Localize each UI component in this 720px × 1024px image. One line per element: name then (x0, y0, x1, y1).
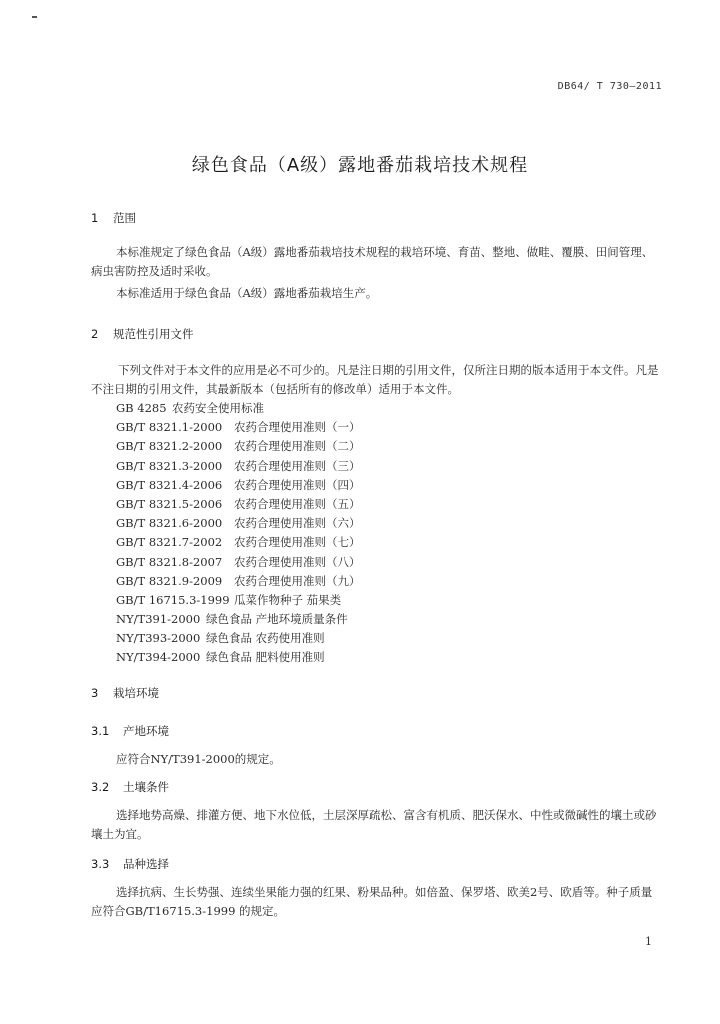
scan-mark (32, 16, 37, 18)
reference-item (116, 572, 361, 591)
reference-code: GB/T 8321.8-2007 (116, 554, 223, 569)
section-1-heading (91, 210, 136, 226)
section-1-paragraph-2: 本标准适用于绿色食品（A级）露地番茄栽培生产。 (116, 286, 378, 300)
subsection-3-1-heading (91, 723, 169, 739)
reference-item (116, 629, 361, 648)
reference-title: 绿色食品 产地环境质量条件 (206, 612, 348, 627)
section-title: 栽培环境 (113, 686, 159, 700)
reference-item (116, 457, 361, 476)
subsection-number: 3.3 (91, 857, 110, 871)
subsection-3-3-text: 选择抗病、生长势强、连续坐果能力强的红果、粉果品种。如倍盈、保罗塔、欧美2号、欧盾等。种子质量应符合GB/T16715.3-1999 的规定。 (91, 885, 653, 918)
document-title: 绿色食品（A级）露地番茄栽培技术规程 (191, 155, 529, 176)
reference-code: GB 4285 (116, 401, 167, 415)
reference-title: 农药合理使用准则（二） (234, 439, 361, 454)
subsection-title: 品种选择 (123, 857, 169, 871)
reference-item (116, 495, 361, 514)
reference-code: GB/T 8321.5-2006 (116, 496, 223, 511)
section-number: 2 (91, 327, 99, 341)
section-2-intro: 下列文件对于本文件的应用是必不可少的。凡是注日期的引用文件，仅所注日期的版本适用于本文件。凡是不注日期的引用文件，其最新版本（包括所有的修改单）适用于本文件。 (91, 363, 659, 396)
subsection-title: 土壤条件 (123, 780, 169, 794)
reference-item (116, 533, 361, 552)
reference-code: NY/T394-2000 (116, 650, 201, 665)
subsection-3-2-text: 选择地势高燥、排灌方便、地下水位低，土层深厚疏松、富含有机质、肥沃保水、中性或微碱性的壤土或砂壤土为宜。 (91, 808, 657, 841)
section-title: 范围 (113, 211, 136, 225)
reference-title: 农药安全使用标准 (172, 401, 264, 415)
section-2-heading (91, 326, 194, 342)
reference-item (116, 418, 361, 437)
subsection-3-2-heading (91, 779, 169, 795)
reference-title: 绿色食品 肥料使用准则 (206, 650, 325, 665)
reference-item (116, 399, 361, 418)
reference-title: 农药合理使用准则（六） (234, 516, 361, 531)
reference-code: NY/T391-2000 (116, 612, 201, 627)
reference-item (116, 591, 361, 610)
reference-code: NY/T393-2000 (116, 631, 201, 646)
reference-code: GB/T 8321.3-2000 (116, 458, 223, 473)
reference-title: 农药合理使用准则（九） (234, 573, 361, 588)
reference-title: 农药合理使用准则（四） (234, 477, 361, 492)
reference-code: GB/T 8321.7-2002 (116, 535, 223, 550)
section-number: 1 (91, 211, 99, 225)
section-3-heading (91, 685, 159, 701)
subsection-3-3-heading (91, 856, 169, 872)
reference-title: 农药合理使用准则（三） (234, 458, 361, 473)
subsection-number: 3.2 (91, 780, 110, 794)
reference-code: GB/T 8321.6-2000 (116, 516, 223, 531)
subsection-3-1-text: 应符合NY/T391-2000的规定。 (116, 752, 281, 766)
reference-code: GB/T 8321.9-2009 (116, 573, 223, 588)
reference-title: 农药合理使用准则（一） (234, 420, 361, 435)
reference-code: GB/T 16715.3-1999 (116, 592, 230, 607)
page-number: 1 (645, 935, 652, 948)
reference-item (116, 437, 361, 456)
reference-item (116, 514, 361, 533)
reference-item (116, 648, 361, 667)
reference-title: 农药合理使用准则（五） (234, 496, 361, 511)
reference-item (116, 610, 361, 629)
subsection-title: 产地环境 (123, 724, 169, 738)
reference-list (116, 399, 361, 668)
reference-title: 绿色食品 农药使用准则 (206, 631, 325, 646)
standard-code: DB64/ T 730—2011 (557, 81, 662, 92)
reference-title: 瓜菜作物种子 茄果类 (234, 592, 342, 607)
subsection-number: 3.1 (91, 724, 110, 738)
reference-code: GB/T 8321.2-2000 (116, 439, 223, 454)
section-1-paragraph-1: 本标准规定了绿色食品（A级）露地番茄栽培技术规程的栽培环境、育苗、整地、做畦、覆膜、田间管理、病虫害防控及适时采收。 (91, 245, 654, 278)
reference-title: 农药合理使用准则（七） (234, 535, 361, 550)
section-number: 3 (91, 686, 99, 700)
reference-code: GB/T 8321.1-2000 (116, 420, 223, 435)
section-title: 规范性引用文件 (113, 327, 194, 341)
reference-title: 农药合理使用准则（八） (234, 554, 361, 569)
reference-code: GB/T 8321.4-2006 (116, 477, 223, 492)
reference-item (116, 553, 361, 572)
reference-item (116, 476, 361, 495)
